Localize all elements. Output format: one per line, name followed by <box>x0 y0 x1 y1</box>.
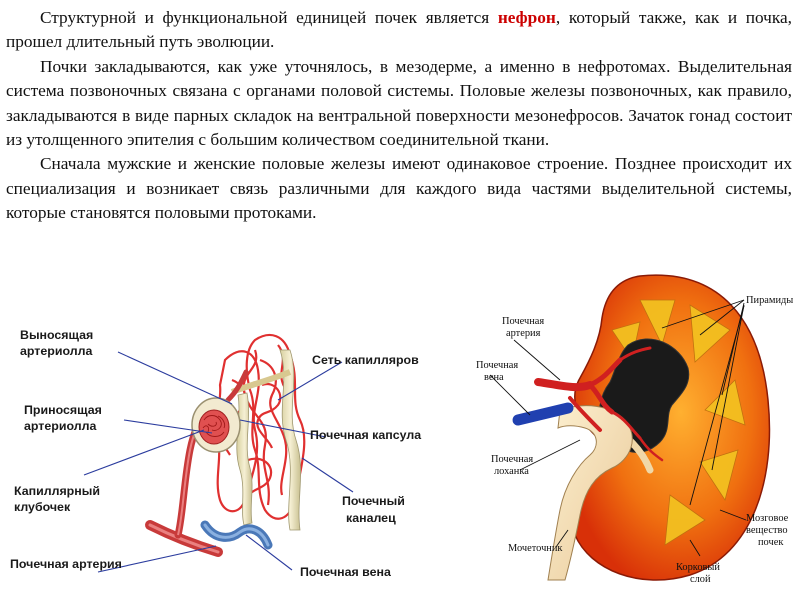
label-efferent-arteriole-line1: Выносящая <box>20 328 94 342</box>
label-kidney-artery-line2: артерия <box>506 328 541 339</box>
vein-graphic <box>205 525 268 545</box>
label-kidney-vein-line1: Почечная <box>476 360 519 371</box>
label-medulla-line3: почек <box>758 537 784 548</box>
label-renal-capsule: Почечная капсула <box>310 428 422 442</box>
label-kidney-artery-line1: Почечная <box>502 316 545 327</box>
label-renal-pelvis-line2: лоханка <box>494 466 529 477</box>
label-renal-artery: Почечная артерия <box>10 557 122 571</box>
label-medulla-line1: Мозговое <box>746 513 789 524</box>
paragraph-2: Почки закладываются, как уже уточнялось, в мезодерме, а именно в нефротомах. Выделительная система позвоночных связана с органами половой системы. Половые железы позвоночных, как правило, закладываются в виде парных складок на вентральной поверхности мезонефросов. Зачаток гонад состоит из утолщенного эпителия с большим количеством соединительной ткани. <box>6 56 792 150</box>
label-glomerulus-line1: Капиллярный <box>14 484 100 498</box>
artery-graphic <box>150 372 246 552</box>
label-kidney-vein-line2: вена <box>484 372 504 383</box>
label-glomerulus-line2: клубочек <box>14 500 71 514</box>
highlight-nephron: нефрон <box>497 8 556 27</box>
capsule-graphic <box>192 398 240 452</box>
label-medulla-line2: вещество <box>746 525 788 536</box>
label-ureter: Мочеточник <box>508 543 563 554</box>
label-renal-tubule-line1: Почечный <box>342 494 405 508</box>
label-afferent-arteriole-line2: артериолла <box>24 419 97 433</box>
paragraph-3: Сначала мужские и женские половые железы имеют одинаковое строение. Позднее происходит их специализация и возникает связь различными для каждого вида частями выделительной системы, которые становятся половыми протоками. <box>6 154 792 223</box>
label-renal-vein: Почечная вена <box>300 565 391 579</box>
label-renal-tubule-line2: каналец <box>346 511 396 525</box>
label-afferent-arteriole-line1: Приносящая <box>24 403 102 417</box>
nephron-illustration <box>10 328 421 579</box>
label-renal-pelvis-line1: Почечная <box>491 454 534 465</box>
kidney-illustration <box>476 275 793 585</box>
label-capillary-network: Сеть капилляров <box>312 353 419 367</box>
paragraph-1-start: Структурной и функциональной единицей почек является <box>40 8 498 27</box>
label-cortex-line1: Корковый <box>676 562 720 573</box>
label-efferent-arteriole-line2: артериолла <box>20 344 93 358</box>
paragraph-1-end: , который также, как и почка, прошел длительный путь эволюции. <box>6 8 792 52</box>
label-pyramids: Пирамиды <box>746 295 794 306</box>
label-cortex-line2: слой <box>690 574 711 585</box>
